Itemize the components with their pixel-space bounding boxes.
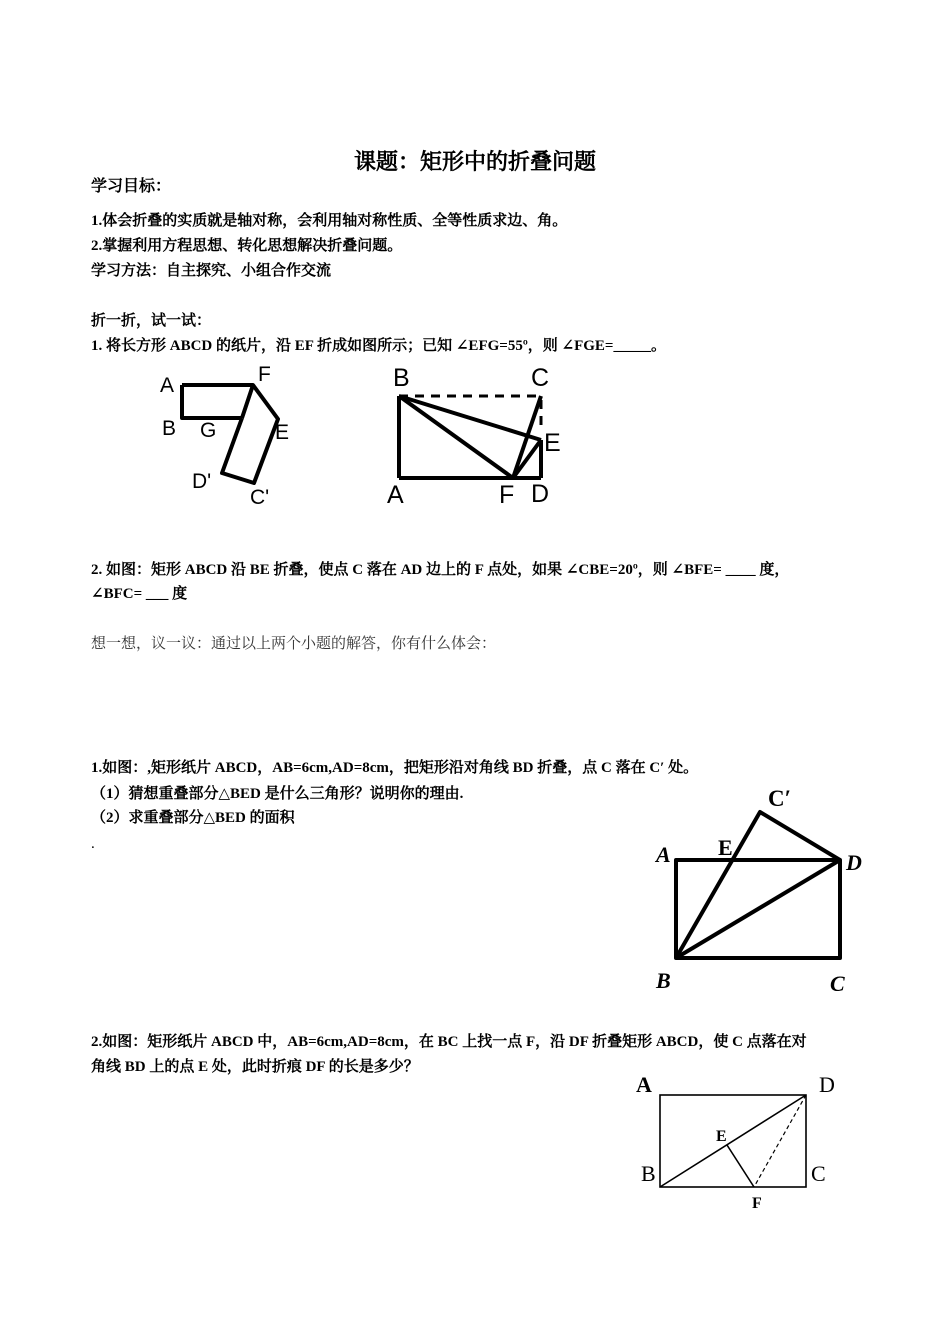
problem-1-line2: （1）猜想重叠部分△BED 是什么三角形？说明你的理由. <box>91 786 464 802</box>
objective-1: 1.体会折叠的实质就是轴对称，会利用轴对称性质、全等性质求边、角。 <box>91 213 568 229</box>
reflection-prompt: 想一想，议一议：通过以上两个小题的解答，你有什么体会： <box>91 636 497 652</box>
figure-3-diagonal-fold <box>650 780 880 1000</box>
objective-2: 2.掌握利用方程思想、转化思想解决折叠问题。 <box>91 238 403 254</box>
fig3-label-D: D <box>846 850 862 875</box>
fig4-label-F: F <box>752 1195 762 1212</box>
fig1-label-A: A <box>160 374 175 397</box>
figure-1-folded-strip <box>150 355 310 515</box>
figure-2-fold-rectangle <box>385 360 575 510</box>
fig3-label-A: A <box>656 842 671 867</box>
section-heading: 折一折，试一试： <box>91 313 212 329</box>
fig3-label-B: B <box>656 968 671 993</box>
fig4-label-B: B <box>641 1161 656 1186</box>
fig1-label-E: E <box>275 421 290 444</box>
problem-1-dot: . <box>91 836 95 852</box>
fig3-label-C1: C′ <box>768 786 792 811</box>
fig1-label-F: F <box>258 363 271 386</box>
question-2-line2: ∠BFC= ___ 度 <box>91 586 188 602</box>
fig3-label-E: E <box>718 835 733 860</box>
fig4-label-D: D <box>819 1072 835 1097</box>
fig4-label-C: C <box>811 1161 826 1186</box>
fig1-label-D1: D' <box>192 470 212 493</box>
objectives-heading: 学习目标： <box>91 178 172 195</box>
question-2-line1: 2. 如图：矩形 ABCD 沿 BE 折叠，使点 C 落在 AD 边上的 F 点处，如果 ∠CBE=20º，则 ∠BFE= ____ 度， <box>91 562 790 578</box>
problem-2-line2: 角线 BD 上的点 E 处，此时折痕 DF 的长是多少？ <box>91 1059 419 1075</box>
fig2-label-F: F <box>499 481 515 509</box>
fig4-label-E: E <box>716 1128 727 1145</box>
fig1-label-B: B <box>162 417 177 440</box>
fig2-label-E: E <box>544 429 561 457</box>
learning-method: 学习方法：自主探究、小组合作交流 <box>91 263 332 279</box>
fig1-label-G: G <box>200 419 217 442</box>
fig2-label-D: D <box>531 480 550 508</box>
figure-4-crease <box>630 1068 850 1218</box>
problem-1-line1: 1.如图：,矩形纸片 ABCD，AB=6cm,AD=8cm，把矩形沿对角线 BD 折叠，点 C 落在 C′ 处。 <box>91 760 699 776</box>
fig1-label-C1: C' <box>250 486 270 509</box>
fig2-label-B: B <box>393 364 410 392</box>
fig3-label-C: C <box>830 971 845 996</box>
fig4-label-A: A <box>636 1072 652 1097</box>
problem-1-line3: （2）求重叠部分△BED 的面积 <box>91 810 295 826</box>
question-1: 1. 将长方形 ABCD 的纸片，沿 EF 折成如图所示；已知 ∠EFG=55º，则 ∠FGE=_____。 <box>91 338 666 354</box>
fig2-label-A: A <box>387 481 404 509</box>
problem-2-line1: 2.如图：矩形纸片 ABCD 中，AB=6cm,AD=8cm，在 BC 上找一点 F，沿 DF 折叠矩形 ABCD，使 C 点落在对 <box>91 1034 807 1050</box>
fig2-label-C: C <box>531 364 550 392</box>
page-title: 课题：矩形中的折叠问题 <box>353 149 596 174</box>
